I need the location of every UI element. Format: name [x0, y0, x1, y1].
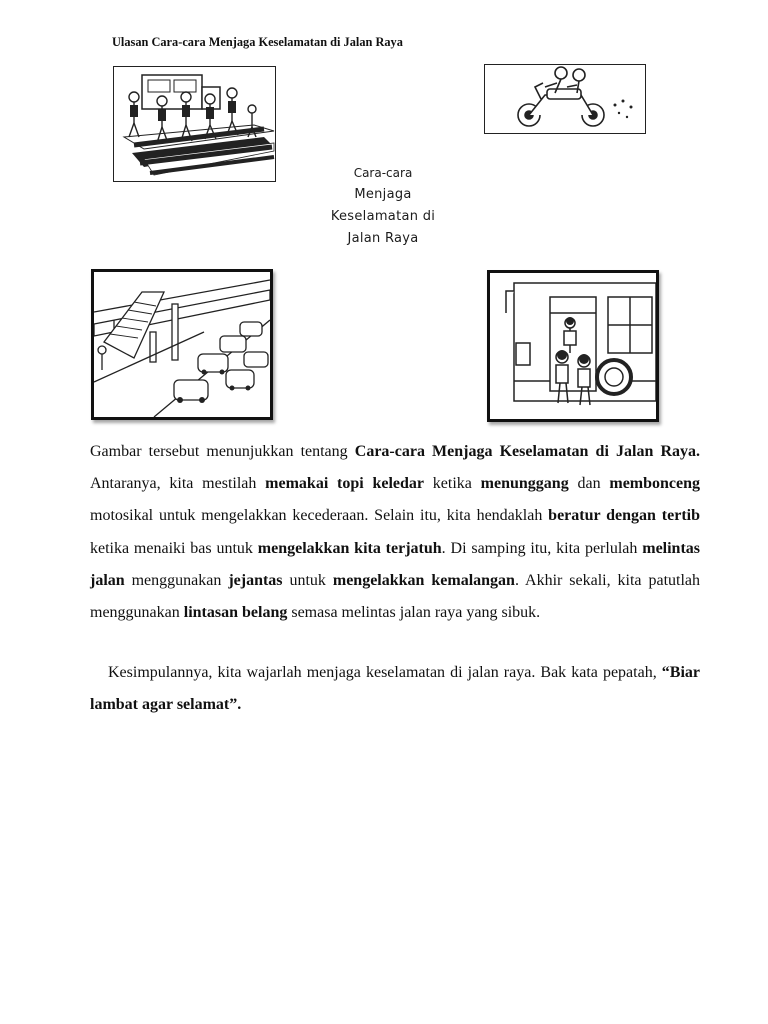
zebra-crossing-drawing: [114, 67, 275, 181]
bold-phrase-cross-road: melintas jalan: [90, 539, 701, 589]
caption-line-4: Jalan Raya: [347, 231, 419, 246]
text-segment: menggunakan: [124, 571, 229, 589]
text-segment: Antaranya, kita mestilah: [90, 475, 266, 493]
bold-phrase-avoid-accident: mengelakkan kemalangan: [332, 571, 515, 589]
motorcycle-drawing: [485, 65, 645, 133]
text-segment: . Di samping itu, kita perlulah: [441, 539, 643, 557]
text-segment: semasa melintas jalan raya yang sibuk.: [287, 604, 541, 622]
bus-boarding-illustration: [487, 270, 659, 422]
text-segment: ketika: [424, 475, 481, 493]
caption-line-1: Cara-cara: [353, 166, 413, 180]
center-caption: [320, 162, 446, 250]
bold-phrase-topic: Cara-cara Menjaga Keselamatan di Jalan Raya.: [354, 443, 700, 460]
body-text: [90, 436, 700, 722]
text-segment: . Akhir sekali, kita patutlah menggunakan: [90, 571, 701, 622]
zebra-crossing-illustration: [113, 66, 276, 182]
text-segment: dan: [568, 475, 610, 493]
text-segment: ketika menaiki bas untuk: [90, 539, 258, 557]
bold-phrase-avoid-fall: mengelakkan kita terjatuh: [257, 539, 442, 557]
overhead-bridge-illustration: [91, 269, 273, 420]
bold-phrase-overhead-bridge: jejantas: [228, 571, 283, 589]
bold-proverb: “Biar lambat agar selamat”.: [90, 664, 700, 714]
paragraph-conclusion: [90, 657, 700, 721]
caption-line-2: Menjaga: [354, 187, 412, 202]
bold-phrase-queue: beratur dengan tertib: [548, 507, 700, 525]
motorcycle-illustration: [484, 64, 646, 134]
bold-phrase-pillion: membonceng: [609, 475, 701, 493]
caption-line-3: Keselamatan di: [330, 209, 436, 224]
bold-phrase-helmet: memakai topi keledar: [265, 475, 425, 493]
text-segment: motosikal untuk mengelakkan kecederaan. Selain itu, kita hendaklah: [90, 507, 549, 525]
text-segment: untuk: [282, 571, 333, 589]
text-segment: Kesimpulannya, kita wajarlah menjaga keselamatan di jalan raya. Bak kata pepatah,: [108, 664, 662, 682]
bold-phrase-riding: menunggang: [480, 475, 569, 493]
document-title: Ulasan Cara-cara Menjaga Keselamatan di Jalan Raya: [112, 34, 403, 49]
bold-phrase-zebra-crossing: lintasan belang: [183, 604, 288, 622]
bus-boarding-drawing: [490, 273, 656, 419]
paragraph-description: [90, 436, 700, 629]
text-segment: Gambar tersebut menunjukkan tentang: [90, 443, 355, 460]
overhead-bridge-drawing: [94, 272, 270, 417]
